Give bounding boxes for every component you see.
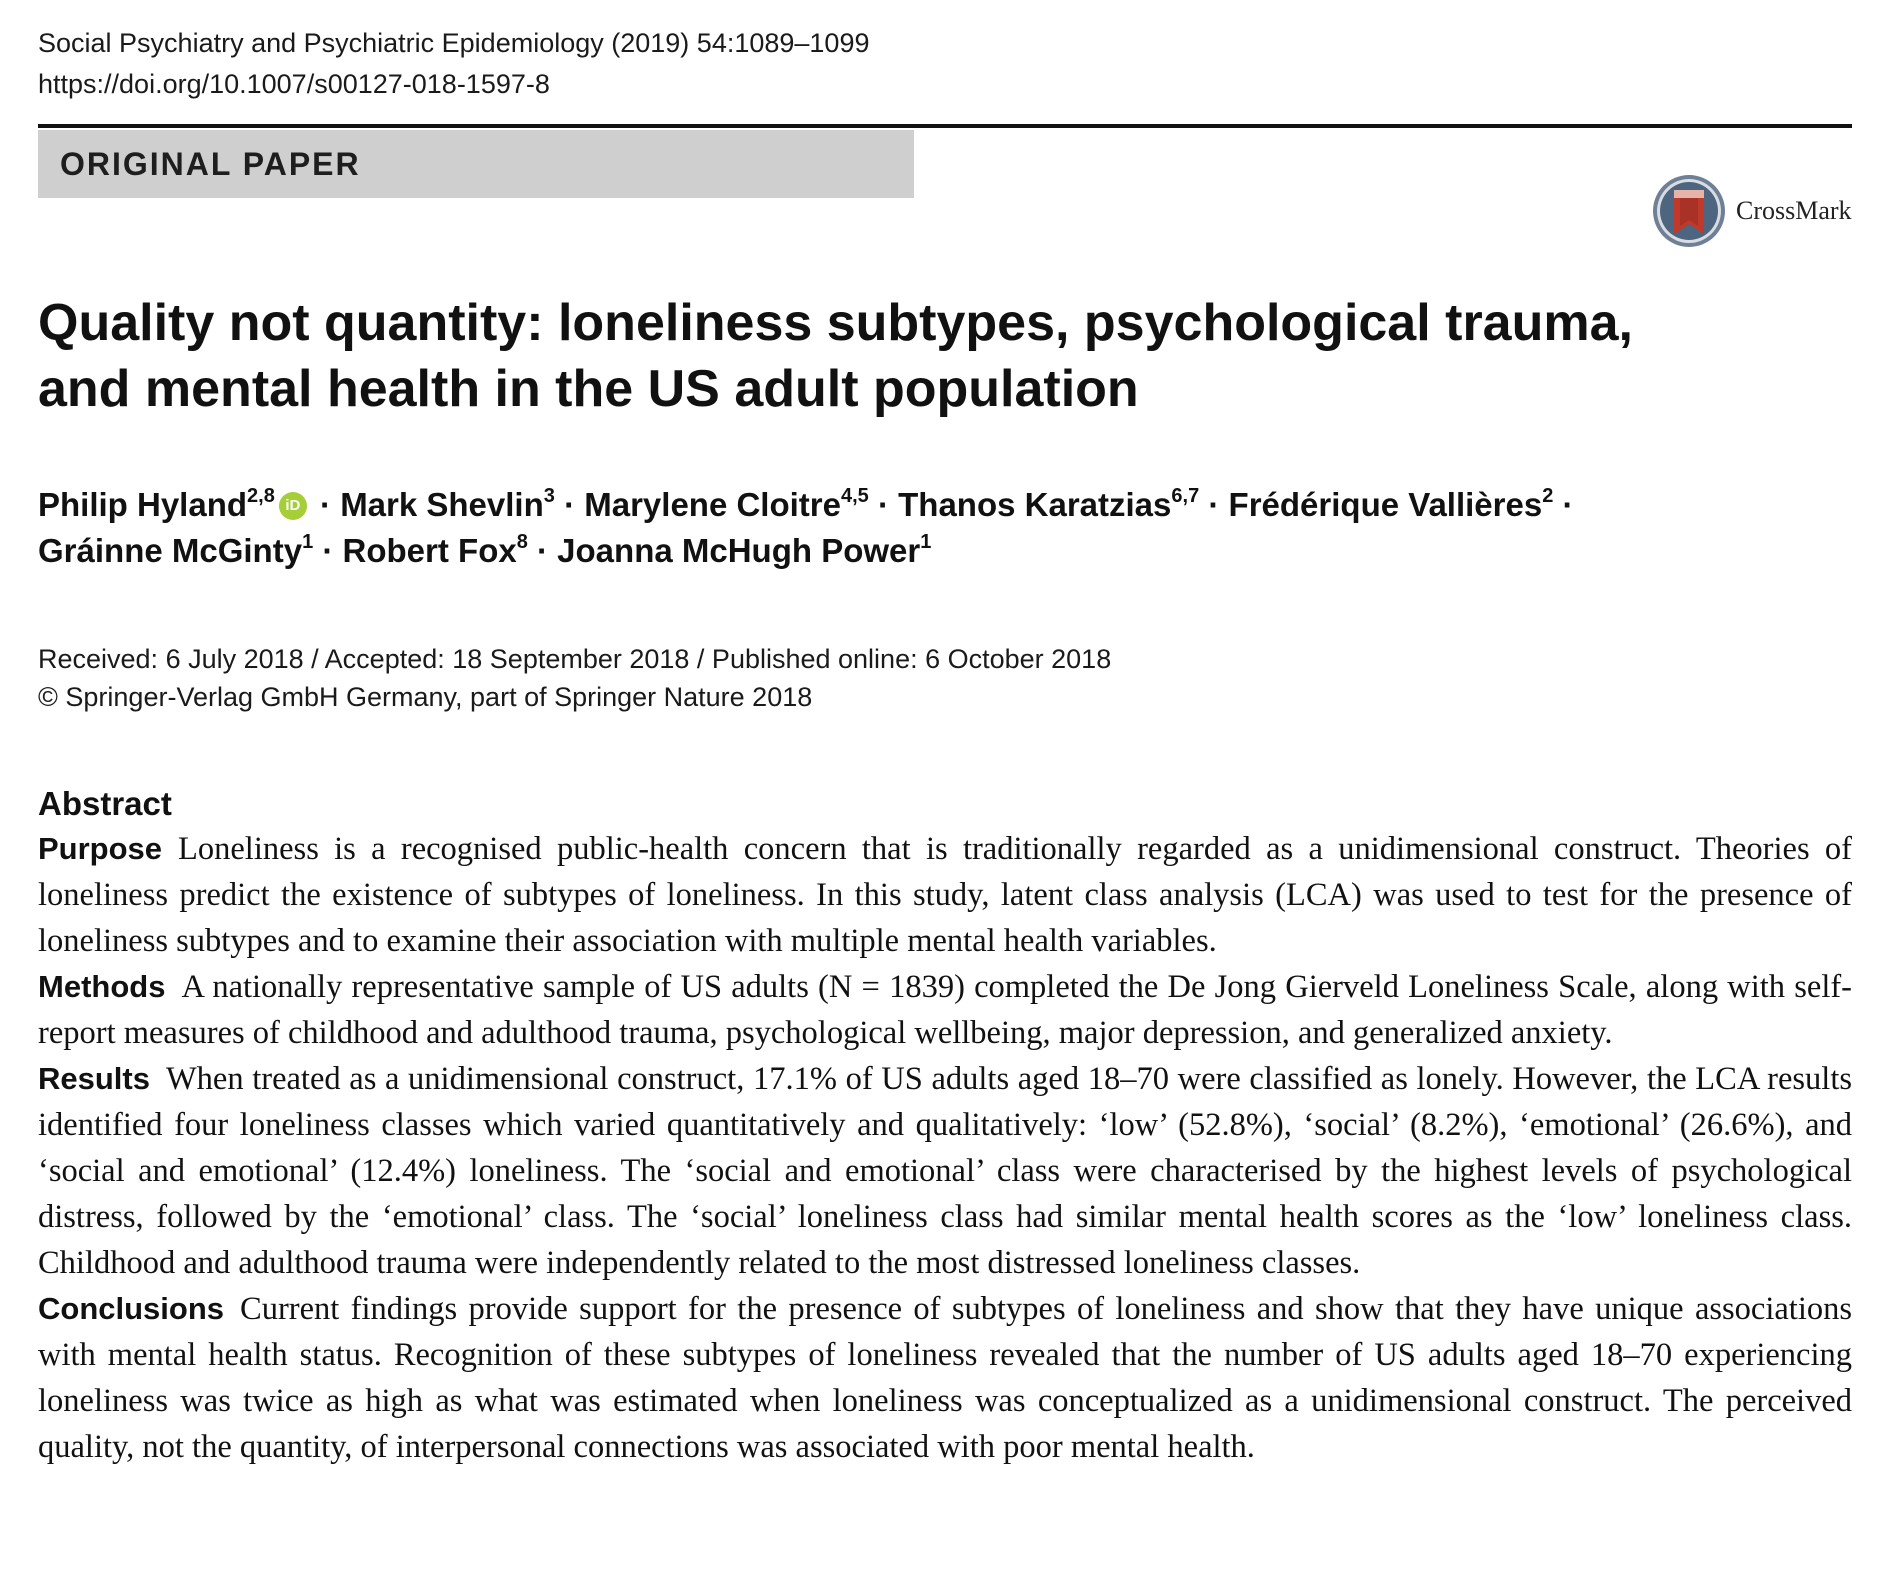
- copyright-notice: © Springer-Verlag GmbH Germany, part of Springer Nature 2018: [38, 682, 813, 712]
- crossmark-badge[interactable]: [1650, 172, 1852, 252]
- author-separator: ·: [320, 486, 332, 523]
- author-affiliation: 2: [1542, 485, 1554, 507]
- author-name[interactable]: Joanna McHugh Power: [557, 532, 921, 569]
- abstract-section-text: When treated as a unidimensional construct, 17.1% of US adults aged 18–70 were classified as lonely. However, the LCA results identified four loneliness classes which varied quantitatively and qualitatively: ‘low’ (52.8%), ‘social’ (8.2%), ‘emotional’ (26.6%), and ‘social and emotional’ (12.4%) loneliness. The ‘social and emotional’ class were characterised by the highest levels of psychological distress, followed by the ‘emotional’ class. The ‘social’ loneliness class had similar mental health scores as the ‘low’ loneliness class. Childhood and adulthood trauma were independently related to the most distressed loneliness classes.: [38, 1061, 1852, 1281]
- author-affiliation: 1: [302, 531, 314, 553]
- crossmark-label: CrossMark: [1736, 196, 1852, 225]
- abstract-body: [38, 826, 1852, 1470]
- abstract-section-label: Methods: [38, 969, 166, 1004]
- author-separator: ·: [1562, 486, 1574, 523]
- section-banner: [38, 130, 914, 198]
- author-separator: ·: [322, 532, 334, 569]
- journal-citation: Social Psychiatry and Psychiatric Epidemiology (2019) 54:1089–1099: [38, 28, 870, 58]
- author-separator: ·: [1208, 486, 1220, 523]
- publication-dates: Received: 6 July 2018 / Accepted: 18 September 2018 / Published online: 6 October 2018: [38, 644, 1112, 674]
- abstract-conclusions: [38, 1286, 1852, 1470]
- abstract-results: [38, 1056, 1852, 1286]
- header-rule: [38, 124, 1852, 128]
- orcid-icon[interactable]: iD: [279, 492, 307, 520]
- abstract-section-label: Purpose: [38, 831, 163, 866]
- author-name[interactable]: Gráinne McGinty: [38, 532, 303, 569]
- author-separator: ·: [537, 532, 548, 569]
- section-label: ORIGINAL PAPER: [60, 146, 361, 182]
- abstract-heading: Abstract: [38, 785, 172, 822]
- author-name[interactable]: Thanos Karatzias: [898, 486, 1172, 523]
- author-name[interactable]: Mark Shevlin: [340, 486, 544, 523]
- author-affiliation: 3: [543, 485, 555, 507]
- title-line-2: and mental health in the US adult population: [38, 360, 1139, 418]
- author-separator: ·: [877, 486, 889, 523]
- abstract-section-label: Conclusions: [38, 1291, 225, 1326]
- author-affiliation: 4,5: [840, 485, 869, 507]
- abstract-section-text: A nationally representative sample of US adults (N = 1839) completed the De Jong Gierveld Loneliness Scale, along with self-report measures of childhood and adulthood trauma, psychological wellbeing, major depression, and generalized anxiety.: [38, 969, 1852, 1051]
- abstract-section-text: Loneliness is a recognised public-health concern that is traditionally regarded as a unidimensional construct. Theories of loneliness predict the existence of subtypes of loneliness. In this study, latent class analysis (LCA) was used to test for the presence of loneliness subtypes and to examine their association with multiple mental health variables.: [38, 831, 1852, 959]
- crossmark-icon: [1650, 172, 1728, 250]
- abstract-purpose: [38, 826, 1852, 964]
- abstract-methods: [38, 964, 1852, 1056]
- paper-page: [38, 0, 1852, 1588]
- title-line-1: Quality not quantity: loneliness subtypes, psychological trauma,: [38, 294, 1633, 352]
- doi-link[interactable]: https://doi.org/10.1007/s00127-018-1597-8: [38, 69, 550, 99]
- author-affiliation: 6,7: [1171, 485, 1200, 507]
- author-affiliation: 1: [920, 531, 932, 553]
- author-name[interactable]: Frédérique Vallières: [1228, 486, 1543, 523]
- author-affiliation: 2,8: [247, 485, 275, 507]
- author-name[interactable]: Marylene Cloitre: [584, 486, 841, 523]
- author-name[interactable]: Robert Fox: [342, 532, 517, 569]
- author-name[interactable]: Philip Hyland: [38, 486, 248, 523]
- author-affiliation: 8: [516, 531, 528, 553]
- article-title: [38, 290, 1638, 422]
- abstract-section-text: Current findings provide support for the presence of subtypes of loneliness and show that they have unique associations with mental health status. Recognition of these subtypes of loneliness revealed that the number of US adults aged 18–70 experiencing loneliness was twice as high as what was estimated when loneliness was conceptualized as a unidimensional construct. The perceived quality, not the quantity, of interpersonal connections was associated with poor mental health.: [38, 1291, 1852, 1465]
- abstract-section-label: Results: [38, 1061, 150, 1096]
- author-list: [38, 482, 1798, 574]
- author-separator: ·: [564, 486, 576, 523]
